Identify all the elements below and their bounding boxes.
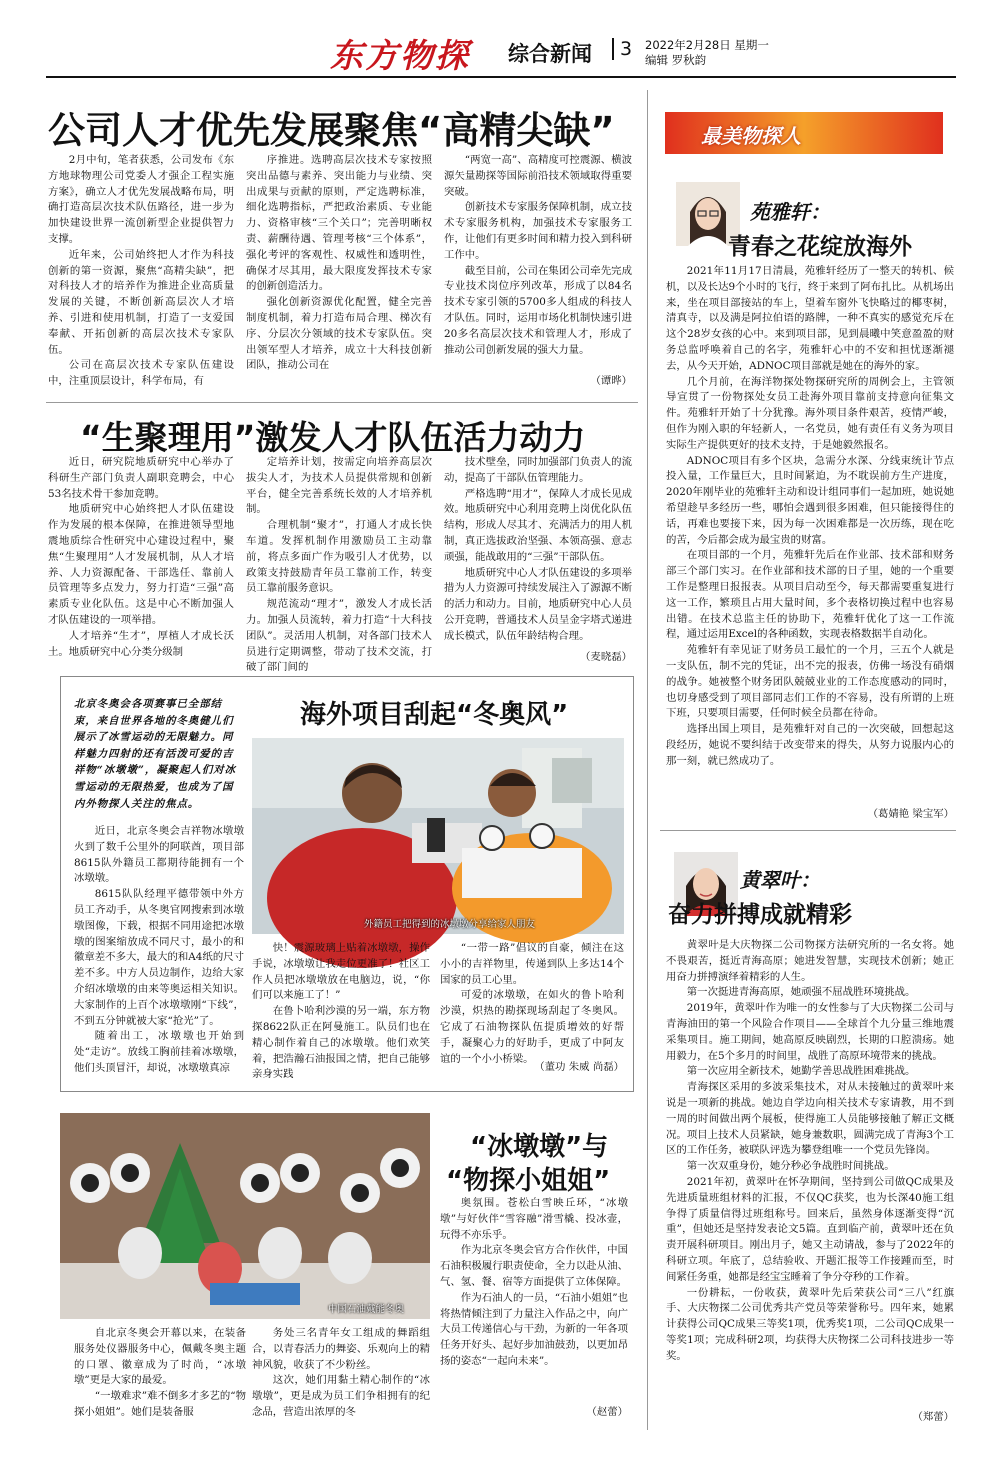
article4-headline-line1: “冰墩墩”与 — [470, 1132, 609, 1162]
paragraph: 第一次挺进青海高原，她顽强不屈战胜环境挑战。 — [686, 986, 916, 999]
article1-col2 — [246, 153, 432, 398]
masthead — [0, 0, 1000, 76]
paragraph: 一份耕耘，一份收获，黄翠叶先后荣获公司“三八”红旗手、大庆物探二公司优秀共产党员等荣誉称号。四年来，她累计获得公司QC成果三等奖1项，优秀奖1项，二公司QC成果一等奖1项；完成科研2项，均获得大庆物探二公司科技进步一等奖。 — [666, 1286, 954, 1362]
paragraph: 定培养计划，按需定向培养高层次拔尖人才，为技术人员提供常规和创新平台，健全完善系统长效的人才培养机制。 — [246, 456, 432, 516]
article4-credit: （赵蕾） — [586, 1406, 628, 1418]
banner-title: 最美物探人 — [701, 124, 801, 148]
masthead-rule — [46, 76, 956, 78]
article2-col3 — [444, 455, 632, 641]
paragraph: 截至目前，公司在集团公司牵先完成专业技术岗位序列改革，形成了以84名技术专家引领的5700多人组成的科技人才队伍。同时，运用市场化机制快速引进20多名高层次技术和管理人才，形成了推动公司创新发展的强大力量。 — [444, 264, 632, 356]
article1-headline: 公司人才优先发展聚焦“高精尖缺” — [48, 109, 615, 152]
paragraph: 规范流动“理才”，激发人才成长活力。加强人员流转，着力打造“十大科技团队”。灵活用人机制，对各部门技术人员进行定期调整，带动了技术交流，打破了部门间的 — [246, 598, 432, 674]
article4-col2 — [252, 1326, 430, 1421]
oversea-staff-photo — [252, 738, 624, 934]
paragraph: 奥氛围。苍松白雪映丘环，“冰墩墩”与好伙伴“雪容融”滑雪橇、投冰壶，玩得不亦乐乎。 — [440, 1197, 628, 1241]
paragraph: 8615队队经理平德带领中外方员工齐动手，从冬奥官网搜索到冰墩墩图像，下载，根据不同用途把冰墩墩的图案缩放成不同尺寸，最小的和徽章差不多大，最大的和A4纸的尺寸差不多。中方人员边制作，边给大家介绍冰墩墩的由来等奥运相关知识。大家制作的上百个冰墩墩刚“下线”，不到五分钟就被大家“抢光”了。 — [74, 888, 244, 1027]
person2-name: 黄翠叶： — [740, 868, 820, 892]
article3-col3 — [440, 941, 624, 1065]
paragraph: 快！震源玻璃上贴着冰墩墩，操作手说，冰墩墩让我走位更准了！社区工作人员把冰墩墩放在电脑边，说，“你们可以来施工了！” — [252, 942, 430, 1002]
article1-col1 — [48, 153, 234, 398]
paragraph: 在项目部的一个月，苑雅轩先后在作业部、技术部和财务部三个部门实习。在作业部和技术部的日子里，她的一个重要工作是整理日报报表。从项目启动至今，每天都需要重复进行这一工作，繁琐且占用大量时间，多个表格切换过程中也容易出错。在技术总监主任的协助下，苑雅轩优化了这一工作流程，通过运用Excel的各种函数，实现表格数据半自动化。 — [666, 549, 954, 641]
article1-credit: （谭晔） — [590, 375, 632, 387]
article3-col2 — [252, 941, 430, 1086]
person1-credit: （葛婧艳 梁宝军） — [867, 808, 954, 820]
paragraph: 随着出工，冰墩墩也开始到处“走访”。放线工胸前挂着冰墩墩，他们头顶冒汗，却说，冰墩墩真凉 — [74, 1030, 244, 1074]
paragraph: 2021年11月17日清晨，苑雅轩经历了一整天的转机、候机，以及长达9个小时的飞行，终于来到了阿布扎比。从机场出来，坐在项目部接站的车上，望着车窗外飞快略过的椰枣树，清真寺，以及满是阿拉伯语的路牌，一种不真实的感觉充斥在这个28岁女孩的心中。来到项目部，见到晨曦中笑意盈盈的财务总监呼唤着自己的名字，苑雅轩心中的不安和担忧逐渐褪去，从今天开始，ADNOC项目部就是她在的海外的家。 — [666, 265, 954, 372]
paragraph: 创新技术专家服务保障机制，成立技术专家服务机构，加强技术专家服务工作，让他们有更多时间和精力投入到科研工作中。 — [444, 201, 632, 261]
article2-col2 — [246, 455, 432, 674]
article4-col1 — [74, 1326, 246, 1421]
paragraph: 这次，她们用黏土精心制作的“冰墩墩”，更是成为员工们争相拥有的纪念品，营造出浓厚的冬 — [252, 1374, 430, 1418]
paragraph: 选择出国上项目，是苑雅轩对自己的一次突破，回想起这段经历，她说不要纠结于改变带来的得失，从努力说服内心的那一刻，就已然成功了。 — [666, 723, 954, 767]
paragraph: 2021年初，黄翠叶在怀孕期间，坚持到公司做QC成果及先进质量班组材料的汇报，不仅QC获奖，也为长深40施工组争得了质量信得过班组称号。回来后，虽然身体逐渐变得“沉重”，但她还是坚持发表论文5篇。直到临产前，黄翠叶还在负责开展科研项目。刚出月子，她又主动请战，参与了2022年的科研立项。年底了，总结验收、开题汇报等工作接踵而至，时间紧任务重，她都是经宝宝睡着了争分夺秒的工作着。 — [666, 1175, 954, 1283]
paragraph: 自北京冬奥会开幕以来，在装备服务处仪器服务中心，佩戴冬奥主题的口罩、徽章成为了时尚，“冰墩墩”更是大家的最爱。 — [74, 1327, 246, 1387]
paragraph: 第一次应用全新技术，她勤学善思战胜困难挑战。 — [686, 1065, 916, 1078]
article2-col1 — [48, 455, 234, 665]
paragraph: 人才培养“生才”，厚植人才成长沃土。地质研究中心分类分级制 — [48, 629, 234, 658]
divider — [660, 830, 956, 831]
paragraph: 近日，北京冬奥会吉祥物冰墩墩火到了数千公里外的阿联酋，项目部8615队外籍员工都期待能拥有一个冰墩墩。 — [74, 825, 244, 885]
article1-col3 — [444, 153, 632, 383]
paragraph: 序推进。选聘高层次技术专家按照突出品德与素养、突出能力与业绩、突出成果与贡献的原则，严定选聘标准，细化选聘指标，严把政治素质、专业能力、资格审核“三个关口”；完善明晰权责、薪酬待遇、管理考核“三个体系”，强化考评的客观性、权威性和透明性，确保才尽其用，最大限度发挥技术专家的创新创造活力。 — [246, 154, 432, 293]
paragraph: 苑雅轩有幸见证了财务员工最忙的一个月，三五个人就是一支队伍，制不完的凭证，出不完的报表，仿佛一场没有硝烟的战争。她被整个财务团队兢兢业业的工作态度感动的同时，也切身感受到了项目部同志们工作的不容易，没有所谓的上班下班，只要项目需要，任何时候全员都在待命。 — [666, 644, 954, 720]
column-divider — [647, 90, 648, 1430]
paragraph: 技术壁垒，同时加强部门负责人的流动，提高了干部队伍管理能力。 — [444, 456, 632, 484]
person1-name: 苑雅轩： — [750, 200, 830, 224]
paragraph: 近日，研究院地质研究中心举办了科研生产部门负责人副职竞聘会，中心53名技术骨干参加竞聘。 — [48, 456, 234, 500]
article4-headline-line2: “物探小姐姐” — [446, 1166, 611, 1196]
article2-headline: “生聚理用”激发人才队伍活力动力 — [80, 418, 586, 457]
paragraph: 地质研究中心始终把人才队伍建设作为发展的根本保障，在推进领导型地震地质综合性研究中心建设过程中，聚焦“生聚理用”人才发展机制，从人才培养、人力资源配备、干部选任、靠前人员管理等多点发力，努力打造“三强”高素质专业化队伍。这是中心不断加强人才队伍建设的一项举措。 — [48, 503, 234, 626]
paragraph: “一墩难求”难不倒多才多艺的“物探小姐姐”。她们是装备服 — [74, 1390, 246, 1418]
article4-photo-caption: 中国石油戴能冬奥 — [328, 1304, 405, 1315]
person1-subhead: 青春之花绽放海外 — [728, 234, 912, 260]
person2-text — [666, 938, 954, 1414]
paragraph: 合理机制“聚才”，打通人才成长快车道。发挥机制作用激励员工主动靠前，将点多面广作为吸引人才优势，以政策支持鼓励青年员工靠前工作，转变员工靠前服务意识。 — [246, 519, 432, 595]
paragraph: 几个月前，在海洋物探处物探研究所的周例会上，主管领导宣贯了一份物探处女员工赴海外项目靠前支持意向征集文件。苑雅轩开始了十分犹豫。海外项目条件艰苦，疫情严峻，但作为刚入职的年轻新人，一名党员，她有责任有义务为项目实际生产提供更好的技术支持，于是她毅然报名。 — [666, 375, 954, 451]
paragraph: 在鲁卜哈利沙漠的另一端，东方物探8622队正在阿曼施工。队员们也在精心制作着自己的冰墩墩。他们欢笑着，把浩瀚石油报国之情，把自己能够亲身实践 — [252, 1005, 430, 1081]
paragraph: 可爱的冰墩墩，在如火的鲁卜哈利沙漠，炽热的勘探现场刮起了冬奥风。它成了石油物探队伍提质增效的好帮手，凝聚心力的好助手，更成了中阿友谊的一个小小桥梁。 — [440, 989, 624, 1065]
person2-subhead: 奋力拼搏成就精彩 — [668, 902, 852, 928]
article3-lead: 北京冬奥会各项赛事已全部结束，来自世界各地的冬奥健儿们展示了冰雪运动的无限魅力。同样魅力四射的还有活泼可爱的吉祥物“冰墩墩”，凝聚起人们对冰雪运动的无限热爱，也成为了国内外物探人关注的焦点。 — [74, 698, 237, 810]
paragraph: 第一次双重身份，她分秒必争战胜时间挑战。 — [686, 1160, 895, 1173]
paragraph: 2019年，黄翠叶作为唯一的女性参与了大庆物探二公司与青海油田的第一个风险合作项目——全球首个九分量三维地震采集项目。施工期间，她高原反映剧烈，长期的口腔溃疡。她用毅力，在5个多月的时间里，战胜了高原环境带来的挑战。 — [666, 1002, 954, 1062]
section-title: 综合新闻 — [508, 42, 592, 66]
editor-credit: 编辑 罗秋韵 — [645, 53, 707, 67]
bingdwendwen-photo — [60, 1113, 430, 1319]
paragraph: “一带一路”倡议的自豪，倾注在这小小的吉祥物里，传递到队上多达14个国家的员工心里。 — [440, 942, 624, 986]
paragraph: 务处三名青年女工组成的舞蹈组合，以青春活力的舞姿、乐观向上的精神风貌，收获了不少粉丝。 — [252, 1327, 430, 1371]
paragraph: 强化创新资源优化配置，健全完善制度机制，着力打造布局合理、梯次有序、分层次分领域的技术专家队伍。突出领军型人才培养，成立十大科技创新团队，推动公司在 — [246, 296, 432, 372]
article3-headline: 海外项目刮起“冬奥风” — [300, 700, 569, 730]
person2-credit: （郑蕾） — [912, 1411, 954, 1423]
paragraph: 黄翠叶是大庆物探二公司物探方法研究所的一名女将。她不畏艰苦，挺近青海高原；她进发智慧，实现技术创新；她正用奋力拼搏演绎着精彩的人生。 — [666, 939, 954, 983]
paragraph: 近年来，公司始终把人才作为科技创新的第一资源，聚焦“高精尖缺”，把对科技人才的培养作为推进企业高质量发展的关键，不断创新高层次人才培养、引进和使用机制，打造了一支爱国奉献、开拓创新的高层次技术专家队伍。 — [48, 248, 234, 356]
date-editor-block — [645, 38, 769, 68]
article3-credit: （董功 朱威 尚磊） — [534, 1061, 624, 1073]
page-number: 3 — [612, 38, 632, 60]
divider — [46, 402, 638, 403]
person1-text — [666, 264, 954, 804]
article4-col-right — [440, 1196, 628, 1424]
paragraph: 2月中旬，笔者获悉，公司发布《东方地球物理公司党委人才强企工程实施方案》，确立人才优先发展战略布局，明确打造高层次技术队伍路径，进一步为加快建设世界一流创新型企业提供智力支撑。 — [48, 154, 234, 245]
paragraph: 地质研究中心人才队伍建设的多项举措为人力资源可持续发展注入了源源不断的活力和动力。目前，地质研究中心人员公开竞聘，普通技术人员呈金字塔式递进成长模式，队伍年龄结构合理。 — [444, 566, 632, 642]
sidebar-banner — [665, 112, 943, 154]
paragraph: “两宽一高”、高精度可控震源、横波源矢量勘探等国际前沿技术领域取得重要突破。 — [444, 154, 632, 198]
newspaper-logo: 东方物探 — [330, 36, 470, 75]
issue-date: 2022年2月28日 星期一 — [645, 38, 769, 52]
paragraph: 青海探区采用的多波采集技术，对从未接触过的黄翠叶来说是一项新的挑战。她边自学边向相关技术专家请教，用不到一周的时间做出两个展板，使得施工人员能够接触了解正文概况。项目上技术人员紧缺，她身兼数职，圆满完成了青海3个工区的工作任务，被联队评选为攀登组唯一一个党员先锋岗。 — [666, 1081, 954, 1157]
article2-credit: （麦晓磊） — [580, 651, 632, 663]
paragraph: ADNOC项目有多个区块，急需分水深、分线束统计节点投入量，工作量巨大，且时间紧迫，为不耽误前方生产进度，2020年刚毕业的苑雅轩主动和设计组同事们一起加班，她说她希望趁早多经历一些，哪怕会遇到很多困难，但只能接得住的话，再难也要接下来，因为每一次困难都是一次历练，现在吃的苦，今后都会成为最宝贵的财富。 — [666, 454, 954, 546]
article3-photo-caption: 外籍员工把得到的冰墩墩分享给家人朋友 — [364, 919, 536, 930]
paragraph: 公司在高层次技术专家队伍建设中，注重顶层设计，科学布局，有 — [48, 359, 234, 388]
paragraph: 作为北京冬奥会官方合作伙伴，中国石油积极履行职责使命，全力以赴从油、气、氢、餐、宿等方面提供了立体保障。 — [440, 1244, 628, 1288]
paragraph: 严格选聘“用才”，保障人才成长见成效。地质研究中心利用竞聘上岗优化队伍结构，形成人尽其才、充满活力的用人机制，真正选拔政治坚强、本领高强、意志顽强，能战敢用的“三强”干部队伍。 — [444, 487, 632, 563]
article3-col1 — [74, 824, 244, 1086]
paragraph: 作为石油人的一员，“石油小姐姐”也将热情倾注到了力量注入作品之中，向广大员工传递信心与干劲，为新的一年各项任务开好头、起好步加油鼓劲，以更加昂扬的姿态“一起向未来”。 — [440, 1291, 628, 1367]
